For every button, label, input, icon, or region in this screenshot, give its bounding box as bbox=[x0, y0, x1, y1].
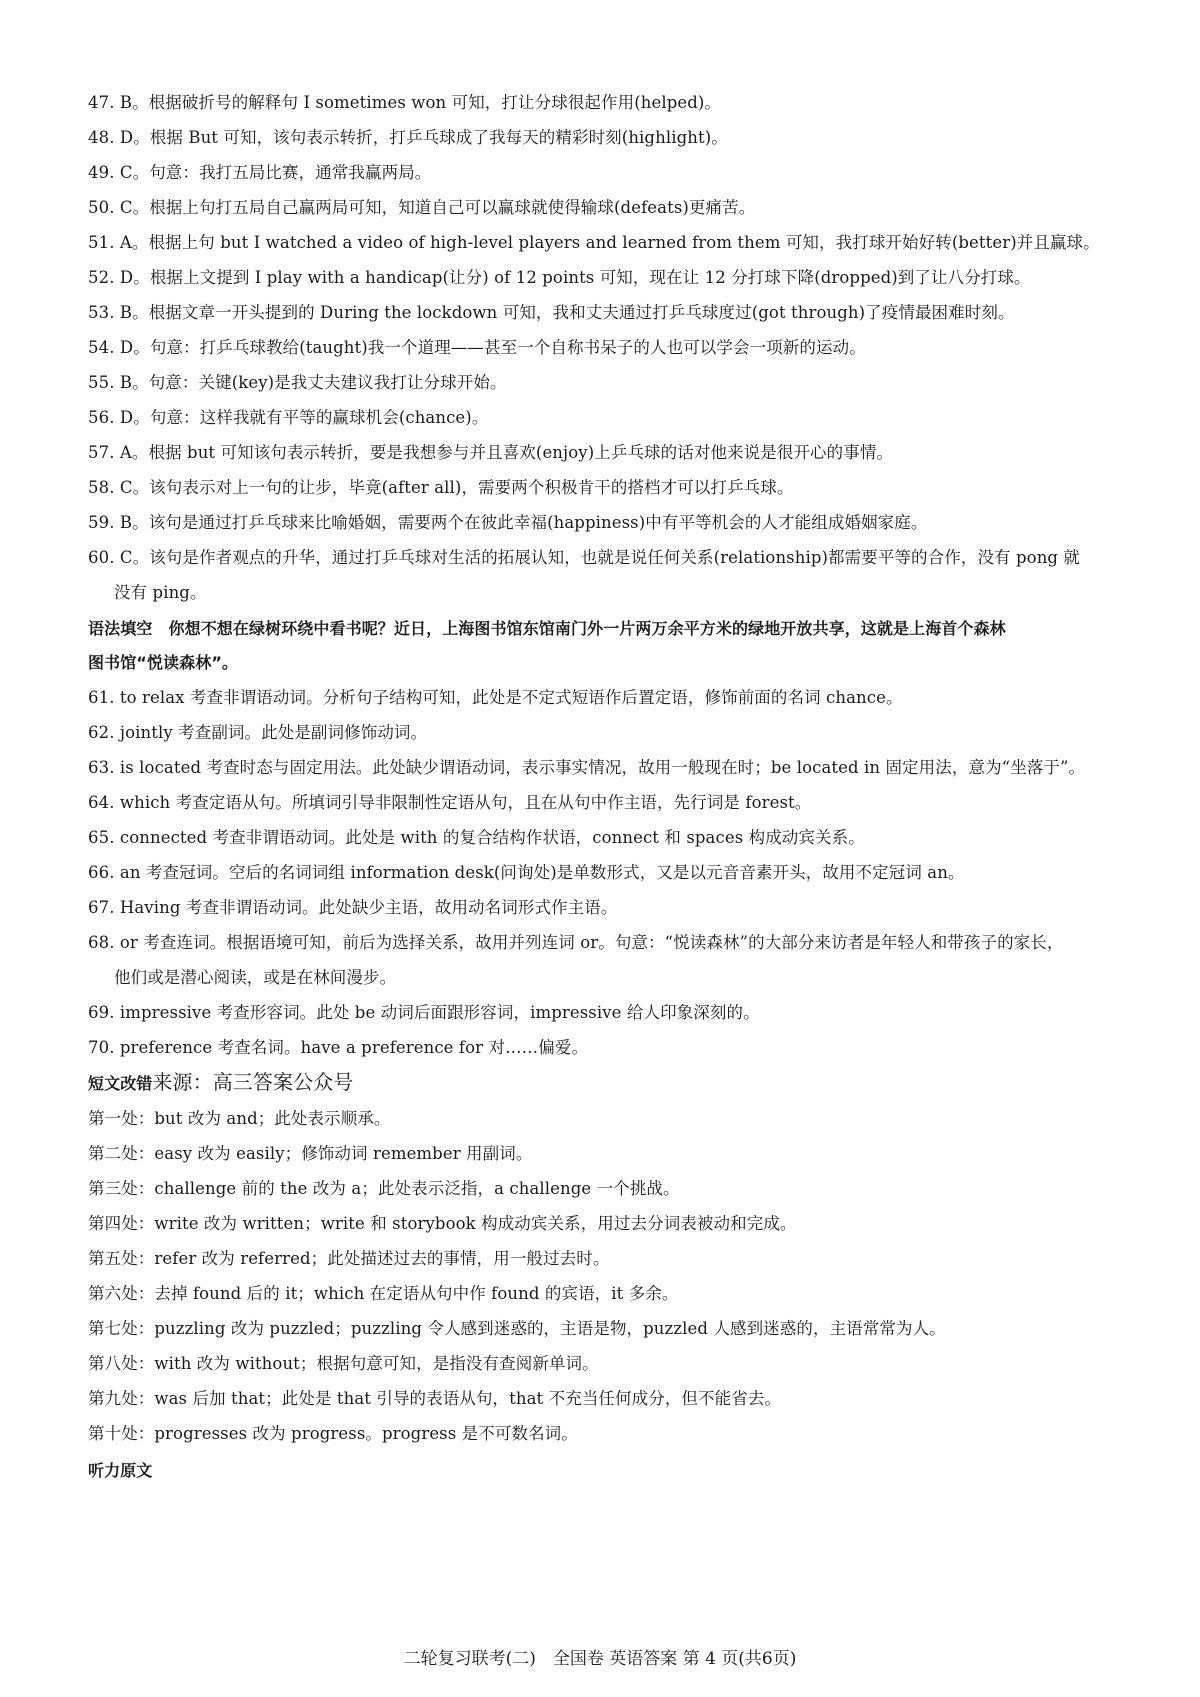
answer-66: 66. an 考查冠词。空后的名词词组 information desk(问询处)是单数形式，又是以元音音素开头，故用不定冠词 an。 bbox=[88, 863, 965, 882]
grammar-section-title: 语法填空 你想不想在绿树环绕中看书呢？近日，上海图书馆东馆南门外一片两万余平方米的绿地开放共享，这就是上海首个森林 bbox=[88, 619, 1006, 638]
answer-60: 60. C。该句是作者观点的升华，通过打乒乓球对生活的拓展认知，也就是说任何关系(relationship)都需要平等的合作，没有 pong 就 bbox=[88, 548, 1081, 567]
answer-52: 52. D。根据上文提到 I play with a handicap(让分) of 12 points 可知，现在让 12 分打球下降(dropped)到了让八分打球。 bbox=[88, 268, 1031, 287]
answer-51: 51. A。根据上句 but I watched a video of high-level players and learned from them 可知，我打球开始好转(better)并且赢球。 bbox=[88, 233, 1100, 252]
correction-2: 第二处：easy 改为 easily；修饰动词 remember 用副词。 bbox=[88, 1144, 533, 1163]
correction-section-title: 短文改错 bbox=[88, 1074, 153, 1093]
answer-68: 68. or 考查连词。根据语境可知，前后为选择关系，故用并列连词 or。句意：“悦读森林”的大部分来访者是年轻人和带孩子的家长， bbox=[88, 933, 1064, 952]
answer-60-continued: 没有 ping。 bbox=[114, 583, 207, 602]
source-note: 来源：高三答案公众号 bbox=[152, 1070, 354, 1094]
answer-67: 67. Having 考查非谓语动词。此处缺少主语，故用动名词形式作主语。 bbox=[88, 898, 618, 917]
correction-6: 第六处：去掉 found 后的 it；which 在定语从句中作 found 的宾语，it 多余。 bbox=[88, 1284, 679, 1303]
answer-53: 53. B。根据文章一开头提到的 During the lockdown 可知，我和丈夫通过打乒乓球度过(got through)了疫情最困难时刻。 bbox=[88, 303, 1015, 322]
answer-69: 69. impressive 考查形容词。此处 be 动词后面跟形容词，impressive 给人印象深刻的。 bbox=[88, 1003, 760, 1022]
answer-55: 55. B。句意：关键(key)是我丈夫建议我打让分球开始。 bbox=[88, 373, 507, 392]
correction-5: 第五处：refer 改为 referred；此处描述过去的事情，用一般过去时。 bbox=[88, 1249, 610, 1268]
correction-4: 第四处：write 改为 written；write 和 storybook 构成动宾关系，用过去分词表被动和完成。 bbox=[88, 1214, 797, 1233]
answer-64: 64. which 考查定语从句。所填词引导非限制性定语从句，且在从句中作主语，先行词是 forest。 bbox=[88, 793, 812, 812]
answer-61: 61. to relax 考查非谓语动词。分析句子结构可知，此处是不定式短语作后置定语，修饰前面的名词 chance。 bbox=[88, 688, 903, 707]
correction-section-header bbox=[88, 1071, 353, 1095]
answer-65: 65. connected 考查非谓语动词。此处是 with 的复合结构作状语，connect 和 spaces 构成动宾关系。 bbox=[88, 828, 865, 847]
answer-47: 47. B。根据破折号的解释句 I sometimes won 可知，打让分球很起作用(helped)。 bbox=[88, 93, 722, 112]
correction-3: 第三处：challenge 前的 the 改为 a；此处表示泛指，a challenge 一个挑战。 bbox=[88, 1179, 680, 1198]
answer-70: 70. preference 考查名词。have a preference for 对……偏爱。 bbox=[88, 1038, 589, 1057]
correction-10: 第十处：progresses 改为 progress。progress 是不可数名词。 bbox=[88, 1424, 578, 1443]
answer-54: 54. D。句意：打乒乓球教给(taught)我一个道理——甚至一个自称书呆子的人也可以学会一项新的运动。 bbox=[88, 338, 866, 357]
answer-50: 50. C。根据上句打五局自己赢两局可知，知道自己可以赢球就使得输球(defeats)更痛苦。 bbox=[88, 198, 756, 217]
answer-57: 57. A。根据 but 可知该句表示转折，要是我想参与并且喜欢(enjoy)上乒乓球的话对他来说是很开心的事情。 bbox=[88, 443, 894, 462]
answer-49: 49. C。句意：我打五局比赛，通常我赢两局。 bbox=[88, 163, 432, 182]
answer-56: 56. D。句意：这样我就有平等的赢球机会(chance)。 bbox=[88, 408, 489, 427]
page-footer: 二轮复习联考(二) 全国卷 英语答案 第 4 页(共6页) bbox=[403, 1649, 797, 1669]
answer-48: 48. D。根据 But 可知，该句表示转折，打乒乓球成了我每天的精彩时刻(highlight)。 bbox=[88, 128, 728, 147]
answer-59: 59. B。该句是通过打乒乓球来比喻婚姻，需要两个在彼此幸福(happiness)中有平等机会的人才能组成婚姻家庭。 bbox=[88, 513, 928, 532]
answer-62: 62. jointly 考查副词。此处是副词修饰动词。 bbox=[88, 723, 428, 742]
correction-7: 第七处：puzzling 改为 puzzled；puzzling 令人感到迷惑的，主语是物，puzzled 人感到迷惑的，主语常常为人。 bbox=[88, 1319, 946, 1338]
correction-8: 第八处：with 改为 without；根据句意可知，是指没有查阅新单词。 bbox=[88, 1354, 599, 1373]
grammar-section-title-continued: 图书馆“悦读森林”。 bbox=[88, 653, 239, 672]
correction-9: 第九处：was 后加 that；此处是 that 引导的表语从句，that 不充当任何成分，但不能省去。 bbox=[88, 1389, 782, 1408]
answer-68-continued: 他们或是潜心阅读，或是在林间漫步。 bbox=[114, 968, 397, 987]
correction-1: 第一处：but 改为 and；此处表示顺承。 bbox=[88, 1109, 391, 1128]
listening-section-title: 听力原文 bbox=[88, 1461, 153, 1480]
answer-58: 58. C。该句表示对上一句的让步，毕竟(after all)，需要两个积极肯干的搭档才可以打乒乓球。 bbox=[88, 478, 794, 497]
answer-63: 63. is located 考查时态与固定用法。此处缺少谓语动词，表示事实情况，故用一般现在时；be located in 固定用法，意为“坐落于”。 bbox=[88, 758, 1086, 777]
